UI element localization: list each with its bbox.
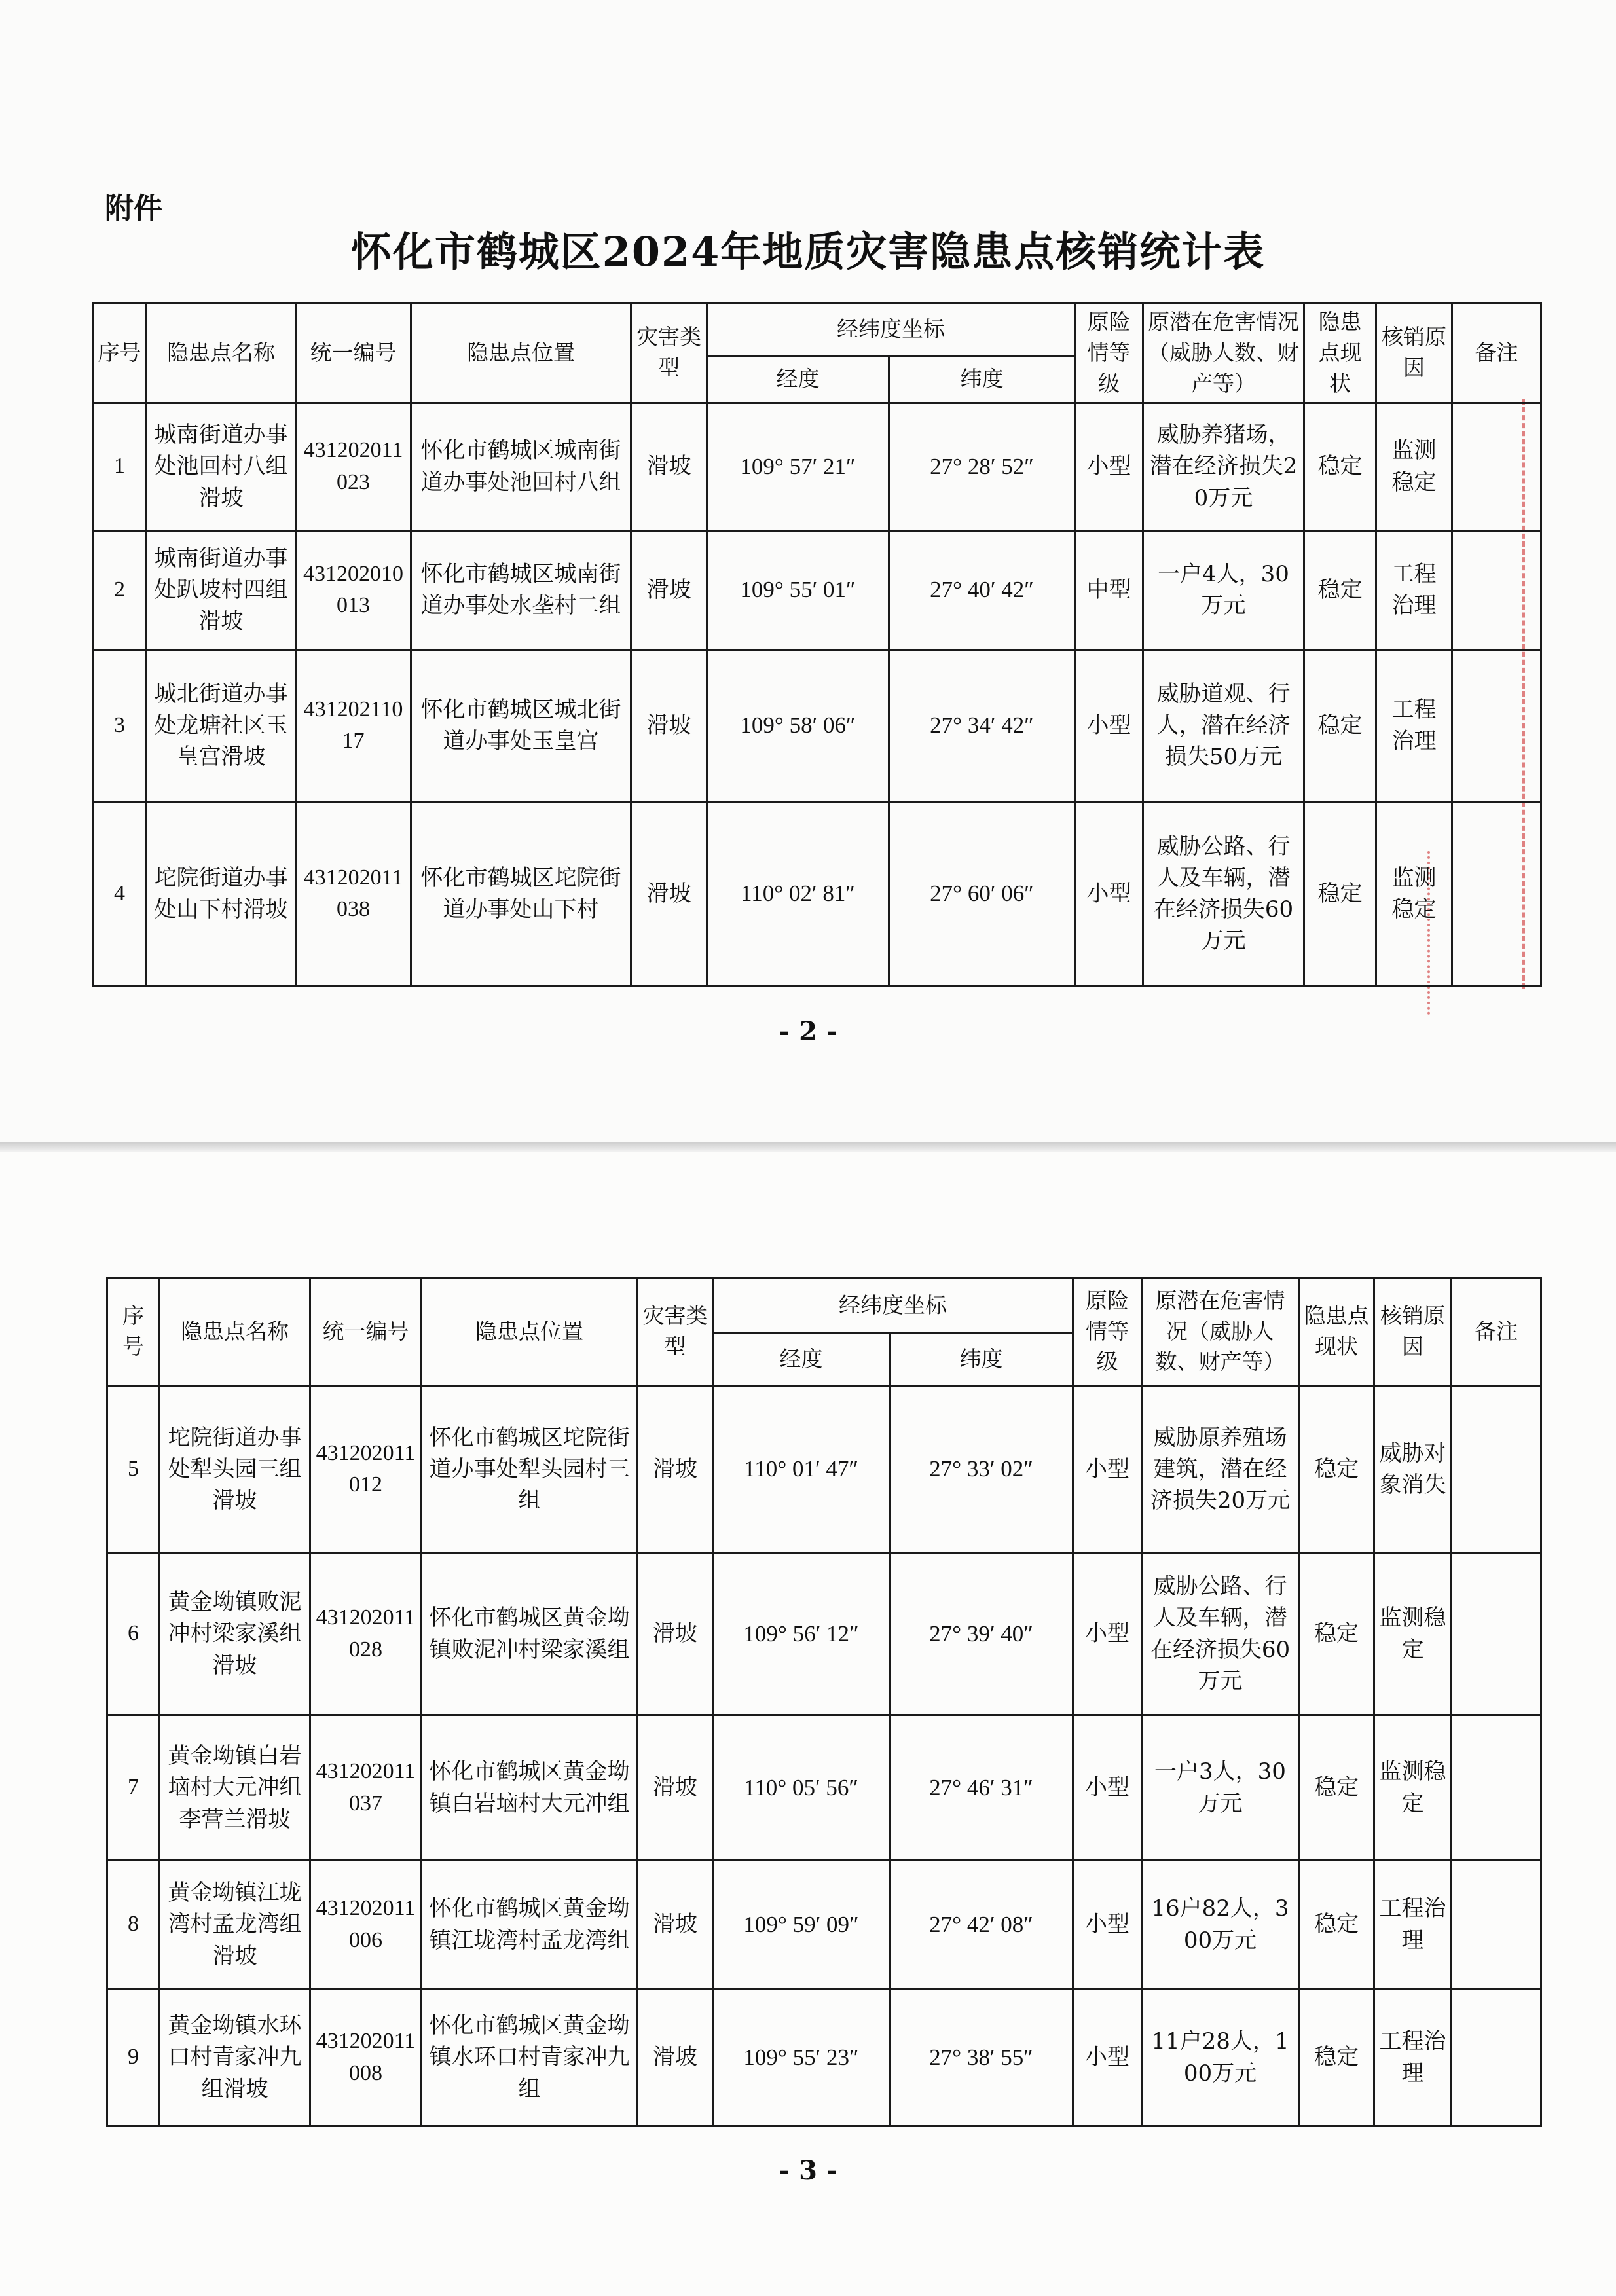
cell-type: 滑坡 [631, 801, 707, 986]
header-lon: 经度 [707, 356, 889, 403]
cell-reason: 工程治理 [1374, 1861, 1452, 1989]
cell-status: 稳定 [1304, 649, 1376, 801]
attachment-label: 附件 [105, 192, 162, 225]
cell-threat: 11户28人，100万元 [1142, 1989, 1299, 2126]
cell-location: 怀化市鹤城区城南街道办事处池回村八组 [411, 403, 631, 530]
cell-code: 43120211017 [296, 649, 411, 801]
cell-lat: 27° 40′ 42″ [889, 530, 1075, 649]
header-lat: 纬度 [890, 1334, 1073, 1386]
cell-type: 滑坡 [631, 403, 707, 530]
header-lon: 经度 [713, 1334, 890, 1386]
cell-lon: 109° 56′ 12″ [713, 1553, 890, 1715]
hazard-table-page-2 [92, 302, 1542, 987]
cell-status: 稳定 [1299, 1989, 1374, 2126]
table-row [107, 1861, 1541, 1989]
cell-type: 滑坡 [638, 1715, 713, 1861]
cell-location: 怀化市鹤城区黄金坳镇白岩垴村大元冲组 [422, 1715, 638, 1861]
page-number: - 3 - [779, 2155, 837, 2186]
table-row [93, 530, 1541, 649]
header-name: 隐患点名称 [147, 304, 296, 403]
cell-status: 稳定 [1299, 1715, 1374, 1861]
cell-lon: 110° 02′ 81″ [707, 801, 889, 986]
header-code: 统一编号 [310, 1278, 422, 1386]
table-row [93, 649, 1541, 801]
cell-remark [1452, 1989, 1541, 2126]
cell-lat: 27° 46′ 31″ [890, 1715, 1073, 1861]
header-threat: 原潜在危害情况（威胁人数、财产等） [1142, 1278, 1299, 1386]
cell-remark [1452, 1861, 1541, 1989]
header-coords: 经纬度坐标 [713, 1278, 1073, 1334]
cell-name: 坨院街道办事处山下村滑坡 [147, 801, 296, 986]
cell-lon: 109° 57′ 21″ [707, 403, 889, 530]
cell-lat: 27° 60′ 06″ [889, 801, 1075, 986]
table-row [107, 1989, 1541, 2126]
header-location: 隐患点位置 [411, 304, 631, 403]
cell-threat: 威胁养猪场，潜在经济损失20万元 [1143, 403, 1304, 530]
cell-reason: 工程治理 [1374, 1989, 1452, 2126]
cell-type: 滑坡 [631, 530, 707, 649]
header-risk: 原险情等级 [1075, 304, 1143, 403]
cell-name: 黄金坳镇败泥冲村梁家溪组滑坡 [160, 1553, 310, 1715]
cell-type: 滑坡 [638, 1861, 713, 1989]
cell-remark [1452, 530, 1541, 649]
page-fold [0, 1142, 1616, 1152]
cell-status: 稳定 [1299, 1386, 1374, 1553]
cell-remark [1452, 649, 1541, 801]
cell-seq: 3 [93, 649, 147, 801]
header-type: 灾害类型 [638, 1278, 713, 1386]
header-remark: 备注 [1452, 1278, 1541, 1386]
cell-reason: 监测稳定 [1376, 403, 1452, 530]
header-type: 灾害类型 [631, 304, 707, 403]
cell-seq: 6 [107, 1553, 160, 1715]
header-code: 统一编号 [296, 304, 411, 403]
cell-seq: 8 [107, 1861, 160, 1989]
cell-seq: 9 [107, 1989, 160, 2126]
cell-location: 怀化市鹤城区城南街道办事处水垄村二组 [411, 530, 631, 649]
cell-lon: 109° 55′ 23″ [713, 1989, 890, 2126]
cell-code: 431202011037 [310, 1715, 422, 1861]
cell-lon: 110° 05′ 56″ [713, 1715, 890, 1861]
cell-risk: 小型 [1073, 1553, 1142, 1715]
cell-code: 431202011008 [310, 1989, 422, 2126]
header-remark: 备注 [1452, 304, 1541, 403]
cell-remark [1452, 1715, 1541, 1861]
page-number: - 2 - [779, 1016, 837, 1047]
cell-lon: 109° 58′ 06″ [707, 649, 889, 801]
header-seq: 序号 [107, 1278, 160, 1386]
header-status: 隐患点现状 [1299, 1278, 1374, 1386]
cell-lon: 109° 55′ 01″ [707, 530, 889, 649]
cell-location: 怀化市鹤城区坨院街道办事处犁头园村三组 [422, 1386, 638, 1553]
cell-status: 稳定 [1304, 403, 1376, 530]
cell-threat: 威胁公路、行人及车辆，潜在经济损失60万元 [1143, 801, 1304, 986]
cell-status: 稳定 [1299, 1553, 1374, 1715]
cell-seq: 4 [93, 801, 147, 986]
header-seq: 序号 [93, 304, 147, 403]
cell-location: 怀化市鹤城区黄金坳镇败泥冲村梁家溪组 [422, 1553, 638, 1715]
cell-location: 怀化市鹤城区黄金坳镇水环口村青家冲九组 [422, 1989, 638, 2126]
header-risk: 原险情等级 [1073, 1278, 1142, 1386]
cell-status: 稳定 [1304, 801, 1376, 986]
header-lat: 纬度 [889, 356, 1075, 403]
table-row [107, 1715, 1541, 1861]
cell-lat: 27° 28′ 52″ [889, 403, 1075, 530]
header-reason: 核销原因 [1376, 304, 1452, 403]
cell-lon: 110° 01′ 47″ [713, 1386, 890, 1553]
cell-risk: 小型 [1075, 403, 1143, 530]
cell-risk: 小型 [1073, 1989, 1142, 2126]
cell-lat: 27° 39′ 40″ [890, 1553, 1073, 1715]
cell-reason: 威胁对象消失 [1374, 1386, 1452, 1553]
cell-code: 431202011028 [310, 1553, 422, 1715]
cell-location: 怀化市鹤城区黄金坳镇江垅湾村孟龙湾组 [422, 1861, 638, 1989]
header-threat: 原潜在危害情况（威胁人数、财产等） [1143, 304, 1304, 403]
cell-type: 滑坡 [631, 649, 707, 801]
table-row [93, 801, 1541, 986]
cell-risk: 小型 [1075, 649, 1143, 801]
cell-threat: 威胁公路、行人及车辆，潜在经济损失60万元 [1142, 1553, 1299, 1715]
cell-risk: 小型 [1075, 801, 1143, 986]
cell-lat: 27° 33′ 02″ [890, 1386, 1073, 1553]
cell-code: 431202011023 [296, 403, 411, 530]
cell-name: 黄金坳镇水环口村青家冲九组滑坡 [160, 1989, 310, 2126]
cell-seq: 1 [93, 403, 147, 530]
cell-name: 城南街道办事处趴坡村四组滑坡 [147, 530, 296, 649]
cell-type: 滑坡 [638, 1386, 713, 1553]
cell-threat: 16户82人，300万元 [1142, 1861, 1299, 1989]
cell-type: 滑坡 [638, 1553, 713, 1715]
cell-status: 稳定 [1304, 530, 1376, 649]
cell-risk: 小型 [1073, 1861, 1142, 1989]
table-row [93, 403, 1541, 530]
cell-reason: 监测稳定 [1376, 801, 1452, 986]
cell-code: 431202011038 [296, 801, 411, 986]
cell-remark [1452, 403, 1541, 530]
cell-name: 坨院街道办事处犁头园三组滑坡 [160, 1386, 310, 1553]
cell-lat: 27° 34′ 42″ [889, 649, 1075, 801]
cell-remark [1452, 1553, 1541, 1715]
cell-seq: 5 [107, 1386, 160, 1553]
cell-risk: 中型 [1075, 530, 1143, 649]
cell-seq: 7 [107, 1715, 160, 1861]
cell-name: 黄金坳镇白岩垴村大元冲组李营兰滑坡 [160, 1715, 310, 1861]
cell-threat: 一户3人，30万元 [1142, 1715, 1299, 1861]
header-status: 隐患点现状 [1304, 304, 1376, 403]
hazard-table-page-3 [106, 1277, 1542, 2127]
cell-seq: 2 [93, 530, 147, 649]
cell-risk: 小型 [1073, 1386, 1142, 1553]
cell-reason: 工程治理 [1376, 649, 1452, 801]
header-name: 隐患点名称 [160, 1278, 310, 1386]
cell-remark [1452, 1386, 1541, 1553]
cell-name: 城南街道办事处池回村八组滑坡 [147, 403, 296, 530]
cell-name: 黄金坳镇江垅湾村孟龙湾组滑坡 [160, 1861, 310, 1989]
cell-location: 怀化市鹤城区城北街道办事处玉皇宫 [411, 649, 631, 801]
cell-reason: 工程治理 [1376, 530, 1452, 649]
cell-risk: 小型 [1073, 1715, 1142, 1861]
cell-code: 431202010013 [296, 530, 411, 649]
table-row [107, 1386, 1541, 1553]
cell-name: 城北街道办事处龙塘社区玉皇宫滑坡 [147, 649, 296, 801]
table-row [107, 1553, 1541, 1715]
cell-location: 怀化市鹤城区坨院街道办事处山下村 [411, 801, 631, 986]
header-coords: 经纬度坐标 [707, 304, 1075, 357]
header-location: 隐患点位置 [422, 1278, 638, 1386]
cell-threat: 威胁道观、行人，潜在经济损失50万元 [1143, 649, 1304, 801]
cell-type: 滑坡 [638, 1989, 713, 2126]
cell-code: 431202011006 [310, 1861, 422, 1989]
document-title: 怀化市鹤城区2024年地质灾害隐患点核销统计表 [350, 228, 1266, 276]
cell-lat: 27° 42′ 08″ [890, 1861, 1073, 1989]
cell-remark [1452, 801, 1541, 986]
header-reason: 核销原因 [1374, 1278, 1452, 1386]
cell-threat: 威胁原养殖场建筑，潜在经济损失20万元 [1142, 1386, 1299, 1553]
cell-reason: 监测稳定 [1374, 1553, 1452, 1715]
cell-lon: 109° 59′ 09″ [713, 1861, 890, 1989]
cell-status: 稳定 [1299, 1861, 1374, 1989]
cell-reason: 监测稳定 [1374, 1715, 1452, 1861]
cell-code: 431202011012 [310, 1386, 422, 1553]
cell-threat: 一户4人，30万元 [1143, 530, 1304, 649]
cell-lat: 27° 38′ 55″ [890, 1989, 1073, 2126]
